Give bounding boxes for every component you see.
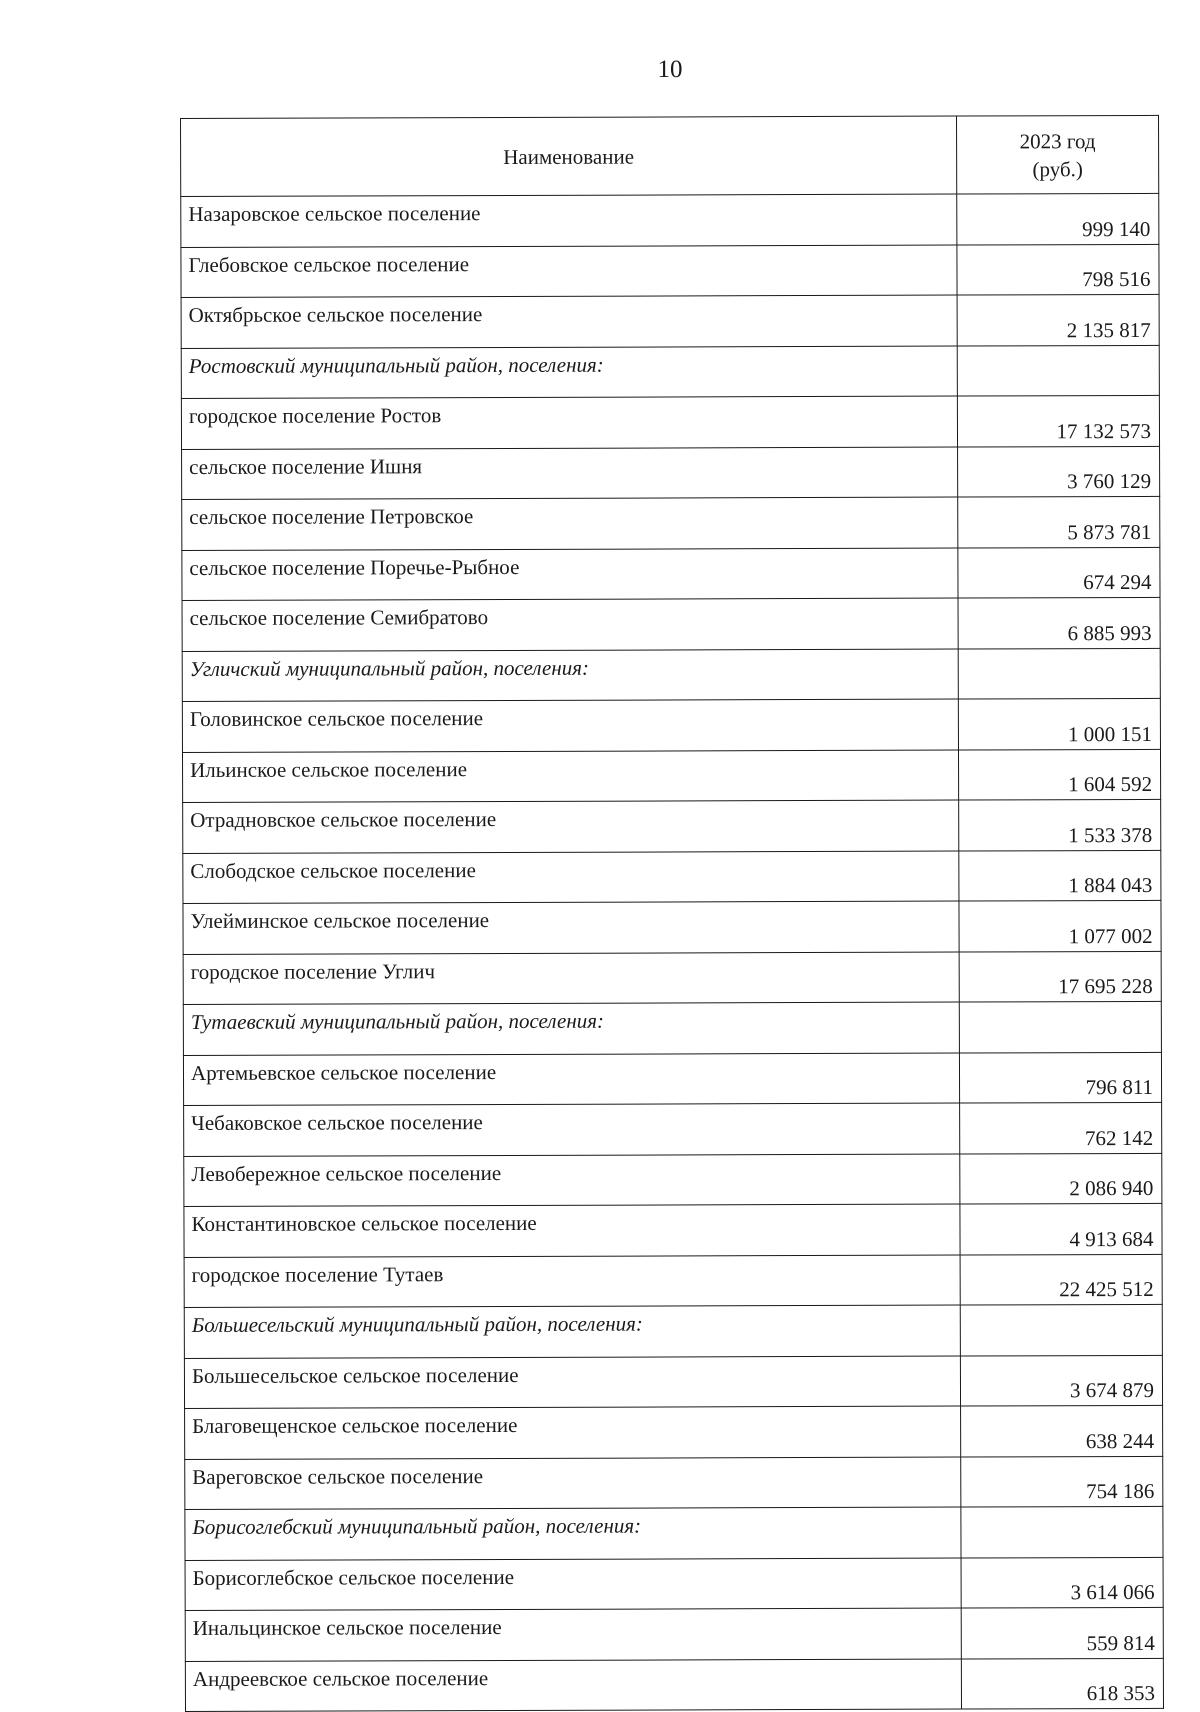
district-name: Большесельский муниципальный район, поселения: — [184, 1305, 960, 1358]
settlement-name: Слободское сельское поселение — [183, 851, 959, 904]
section-header-row — [181, 345, 1159, 399]
amount-value: 5 873 781 — [958, 496, 1160, 547]
amount-value: 1 077 002 — [959, 900, 1161, 951]
table-row — [181, 193, 1159, 247]
settlement-name: Инальцинское сельское поселение — [185, 1608, 961, 1661]
settlement-name: Назаровское сельское поселение — [181, 194, 957, 247]
settlement-name: Левобережное сельское поселение — [184, 1154, 960, 1207]
section-header-row — [183, 1001, 1161, 1055]
table-row — [181, 294, 1159, 348]
amount-value: 4 913 684 — [960, 1203, 1162, 1254]
settlement-name: Благовещенское сельское поселение — [185, 1406, 961, 1459]
amount-value: 3 614 066 — [961, 1557, 1163, 1608]
settlement-name: городское поселение Углич — [183, 952, 959, 1005]
amount-value: 2 086 940 — [960, 1153, 1162, 1204]
settlement-name: Ильинское сельское поселение — [182, 750, 958, 803]
table-row — [184, 1153, 1162, 1207]
table-row — [183, 850, 1161, 904]
table-row — [184, 1254, 1162, 1308]
settlement-name: городское поселение Тутаев — [184, 1255, 960, 1308]
settlement-name: сельское поселение Семибратово — [182, 598, 958, 651]
table-row — [183, 951, 1161, 1005]
amount-value — [961, 1506, 1163, 1557]
settlement-name: Улейминское сельское поселение — [183, 901, 959, 954]
amount-value: 3 674 879 — [960, 1355, 1162, 1406]
table-row — [184, 1203, 1162, 1257]
amount-value: 1 000 151 — [958, 698, 1160, 749]
budget-table — [180, 115, 1164, 1712]
amount-value — [957, 345, 1159, 396]
section-header-row — [184, 1304, 1162, 1358]
table-row — [185, 1456, 1163, 1510]
amount-value: 754 186 — [961, 1456, 1163, 1507]
settlement-name: сельское поселение Петровское — [182, 497, 958, 550]
amount-value — [958, 648, 1160, 699]
settlement-name: сельское поселение Поречье-Рыбное — [182, 548, 958, 601]
settlement-name: Чебаковское сельское поселение — [184, 1103, 960, 1156]
table-row — [182, 698, 1160, 752]
table-row — [185, 1557, 1163, 1611]
district-name: Ростовский муниципальный район, поселения: — [181, 346, 957, 399]
amount-value: 17 132 573 — [957, 395, 1159, 446]
settlement-name: Головинское сельское поселение — [182, 699, 958, 752]
settlement-name: Артемьевское сельское поселение — [183, 1053, 959, 1106]
section-header-row — [182, 648, 1160, 702]
table-row — [185, 1658, 1163, 1712]
amount-value: 999 140 — [957, 193, 1159, 244]
settlement-name: Глебовское сельское поселение — [181, 245, 957, 298]
settlement-name: городское поселение Ростов — [181, 396, 957, 449]
table-row — [184, 1102, 1162, 1156]
table-row — [183, 1052, 1161, 1106]
budget-table-container — [180, 115, 1163, 1712]
amount-value — [960, 1304, 1162, 1355]
settlement-name: Большесельское сельское поселение — [184, 1356, 960, 1409]
amount-value — [959, 1001, 1161, 1052]
table-row — [182, 749, 1160, 803]
table-row — [181, 244, 1159, 298]
column-header-name: Наименование — [181, 116, 957, 196]
amount-value: 3 760 129 — [958, 446, 1160, 497]
district-name: Тутаевский муниципальный район, поселения: — [183, 1002, 959, 1055]
table-row — [183, 900, 1161, 954]
settlement-name: Борисоглебское сельское поселение — [185, 1558, 961, 1611]
table-row — [182, 446, 1160, 500]
district-name: Борисоглебский муниципальный район, поселения: — [185, 1507, 961, 1560]
amount-value: 2 135 817 — [957, 294, 1159, 345]
amount-value: 559 814 — [961, 1607, 1163, 1658]
settlement-name: Константиновское сельское поселение — [184, 1204, 960, 1257]
table-row — [185, 1607, 1163, 1661]
column-header-year: 2023 год — [1019, 128, 1096, 153]
column-header-value — [956, 115, 1158, 194]
amount-value: 1 533 378 — [959, 799, 1161, 850]
district-name: Угличский муниципальный район, поселения: — [182, 649, 958, 702]
amount-value: 796 811 — [959, 1052, 1161, 1103]
amount-value: 17 695 228 — [959, 951, 1161, 1002]
settlement-name: сельское поселение Ишня — [182, 447, 958, 500]
settlement-name: Отрадновское сельское поселение — [183, 800, 959, 853]
table-row — [183, 799, 1161, 853]
table-row — [182, 496, 1160, 550]
table-row — [182, 597, 1160, 651]
amount-value: 1 604 592 — [958, 749, 1160, 800]
amount-value: 1 884 043 — [959, 850, 1161, 901]
amount-value: 6 885 993 — [958, 597, 1160, 648]
amount-value: 618 353 — [961, 1658, 1163, 1709]
settlement-name: Октябрьское сельское поселение — [181, 295, 957, 348]
table-row — [184, 1355, 1162, 1409]
table-body — [181, 193, 1164, 1711]
page-number: 10 — [657, 56, 683, 83]
amount-value: 22 425 512 — [960, 1254, 1162, 1305]
amount-value: 674 294 — [958, 547, 1160, 598]
table-row — [182, 547, 1160, 601]
amount-value: 762 142 — [960, 1102, 1162, 1153]
table-row — [185, 1405, 1163, 1459]
column-header-unit: (руб.) — [1032, 156, 1083, 181]
settlement-name: Андреевское сельское поселение — [185, 1659, 961, 1712]
table-header-row — [181, 115, 1159, 196]
section-header-row — [185, 1506, 1163, 1560]
amount-value: 638 244 — [961, 1405, 1163, 1456]
amount-value: 798 516 — [957, 244, 1159, 295]
settlement-name: Вареговское сельское поселение — [185, 1457, 961, 1510]
table-row — [181, 395, 1159, 449]
